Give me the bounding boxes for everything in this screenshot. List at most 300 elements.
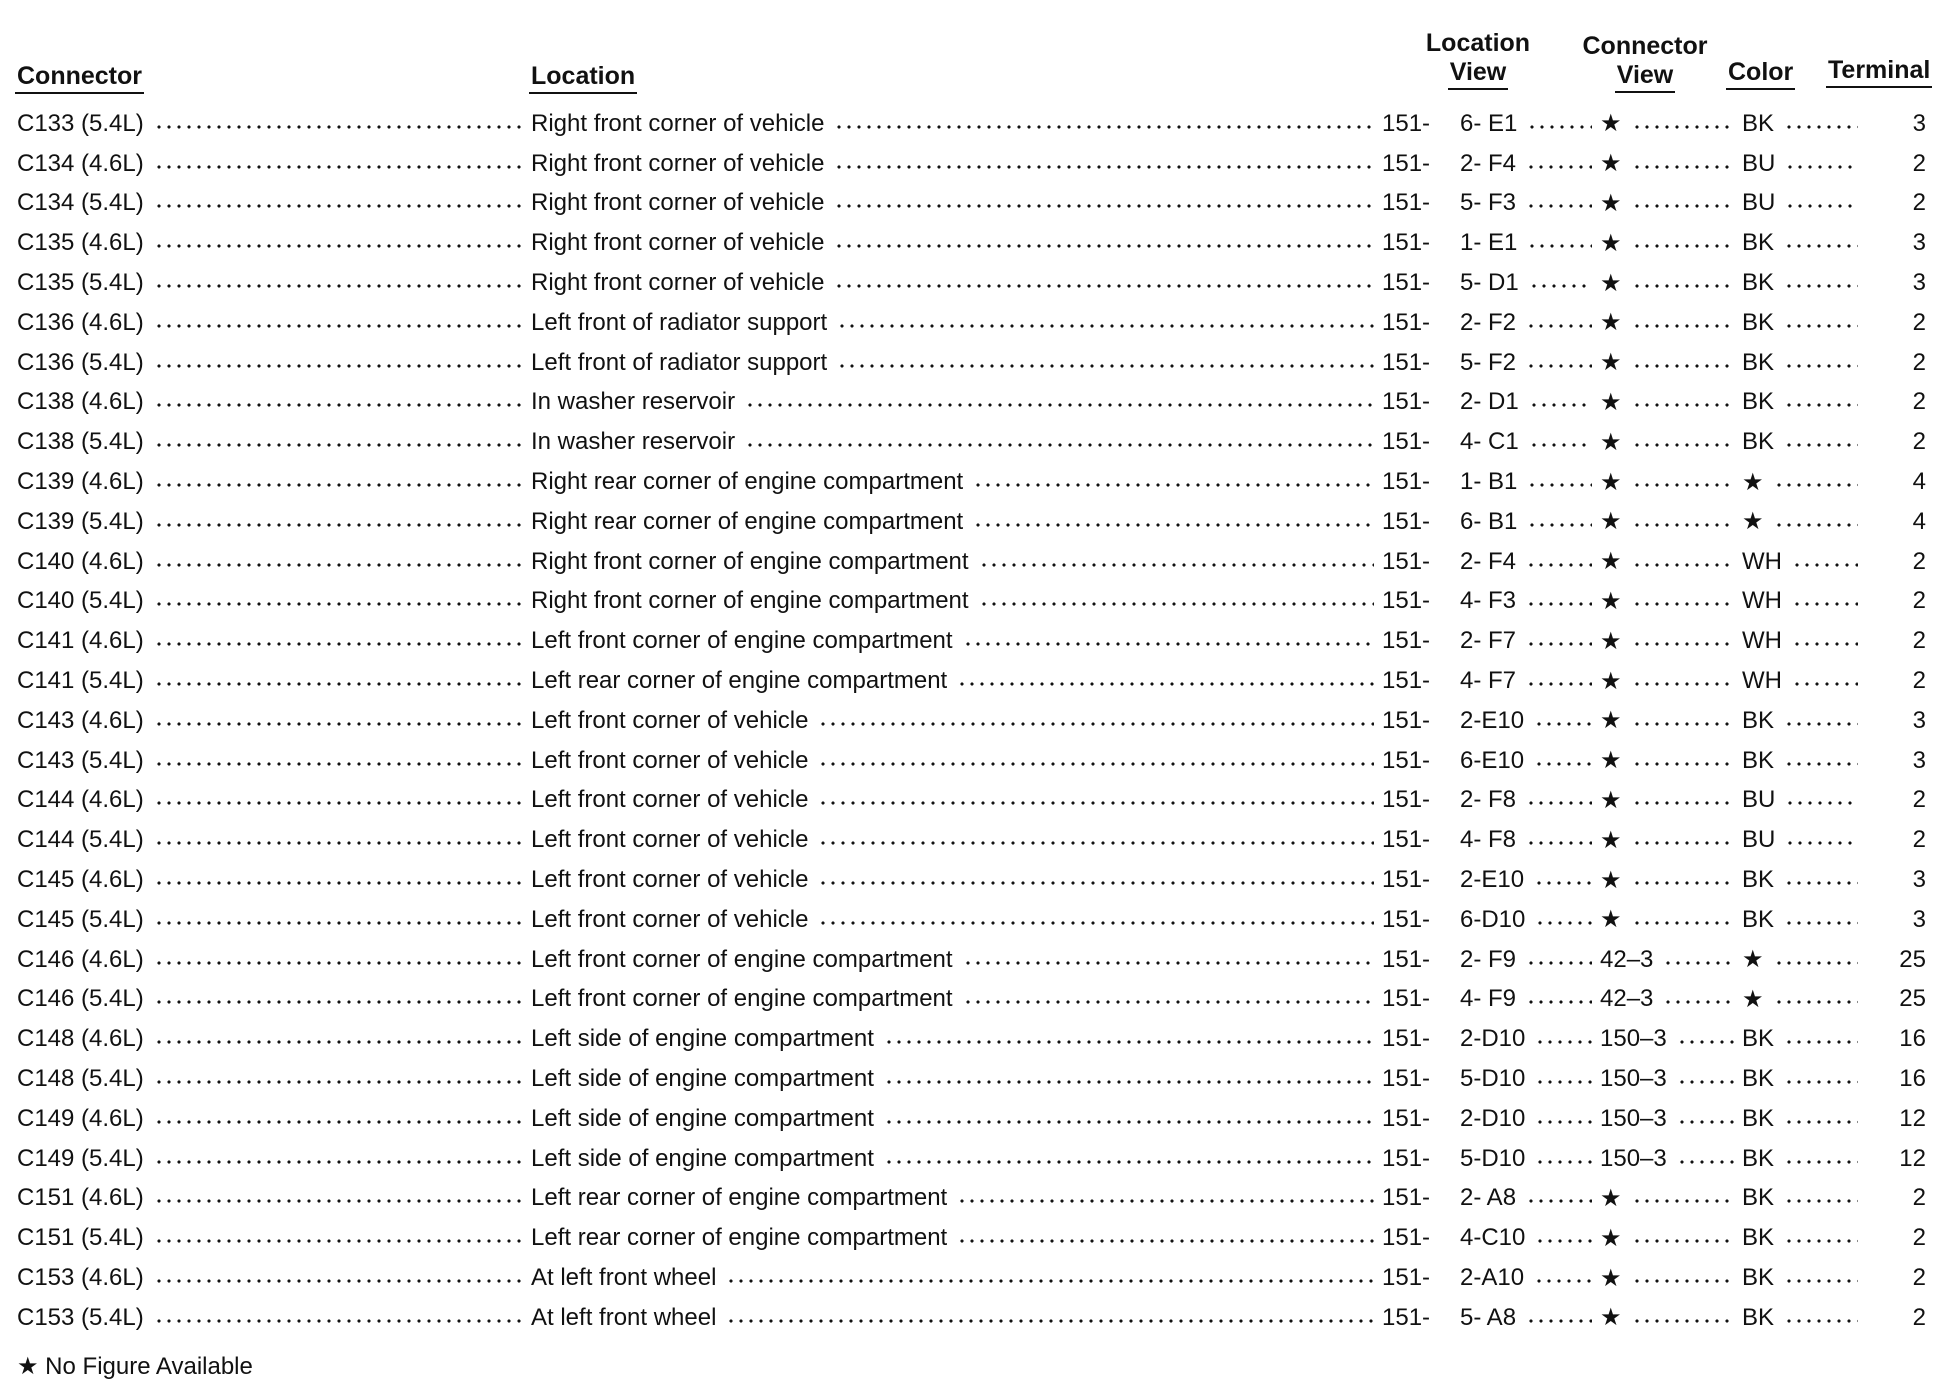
connector-cell (17, 1025, 531, 1053)
dot-leader (957, 1238, 1374, 1244)
location-cell (531, 468, 1382, 496)
location-view-text: 6- E1 (1460, 109, 1518, 137)
dot-leader (1632, 323, 1734, 329)
connector-text: C134 (5.4L) (17, 189, 144, 217)
connector-view-text: ★ (1600, 349, 1622, 377)
location-cell (531, 388, 1382, 416)
dot-leader (1535, 1119, 1592, 1125)
connector-cell (17, 388, 531, 416)
location-text: Left front corner of vehicle (531, 826, 809, 854)
terminal-cell (1866, 786, 1926, 814)
location-view-text: 1- B1 (1460, 468, 1518, 496)
dot-leader (1526, 164, 1592, 170)
table-row (17, 383, 1926, 423)
connector-cell (17, 269, 531, 297)
dot-leader (1526, 1318, 1592, 1324)
connector-table (17, 104, 1926, 1338)
terminal-text: 2 (1912, 547, 1926, 575)
dot-leader (837, 363, 1374, 369)
dot-leader (1632, 601, 1734, 607)
header-connector (15, 62, 144, 94)
location-view-cell (1460, 866, 1600, 894)
location-page-cell (1382, 548, 1460, 576)
location-view-text: 4- F9 (1460, 985, 1517, 1013)
location-page-cell (1382, 110, 1460, 138)
location-cell (531, 1025, 1382, 1053)
location-view-cell (1460, 1304, 1600, 1332)
location-view-cell (1460, 707, 1600, 735)
connector-text: C143 (4.6L) (17, 706, 144, 734)
table-row (17, 422, 1926, 462)
terminal-text: 3 (1912, 269, 1926, 297)
dot-leader (1774, 999, 1858, 1005)
connector-view-text: 42–3 (1600, 945, 1654, 973)
dot-leader (884, 1079, 1374, 1085)
connector-view-text: 150–3 (1600, 1025, 1667, 1053)
table-row (17, 661, 1926, 701)
dot-leader (1632, 641, 1734, 647)
connector-text: C135 (5.4L) (17, 269, 144, 297)
location-view-cell (1460, 1105, 1600, 1133)
color-cell (1742, 309, 1866, 337)
dot-leader (726, 1318, 1374, 1324)
connector-text: C135 (4.6L) (17, 229, 144, 257)
location-view-text: 2-D10 (1460, 1104, 1526, 1132)
location-view-cell (1460, 349, 1600, 377)
dot-leader (1526, 840, 1592, 846)
location-view-cell (1460, 110, 1600, 138)
dot-leader (1784, 880, 1858, 886)
connector-cell (17, 667, 531, 695)
location-view-text: 2- F7 (1460, 627, 1517, 655)
dot-leader (963, 641, 1374, 647)
dot-leader (1792, 562, 1858, 568)
connector-text: C139 (4.6L) (17, 468, 144, 496)
color-cell (1742, 1304, 1866, 1332)
location-view-cell (1460, 906, 1600, 934)
color-text: BK (1742, 229, 1775, 257)
dot-leader (1784, 442, 1858, 448)
color-cell (1742, 587, 1866, 615)
table-row (17, 820, 1926, 860)
color-text: BK (1742, 905, 1775, 933)
location-cell (531, 1304, 1382, 1332)
location-page-cell (1382, 1145, 1460, 1173)
connector-text: C148 (4.6L) (17, 1025, 144, 1053)
location-page-text: 151- (1382, 269, 1431, 297)
color-cell (1742, 1145, 1866, 1173)
terminal-text: 25 (1899, 985, 1926, 1013)
location-page-cell (1382, 587, 1460, 615)
connector-view-text: ★ (1600, 786, 1622, 814)
connector-cell (17, 985, 531, 1013)
dot-leader (1632, 522, 1734, 528)
terminal-text: 16 (1899, 1025, 1926, 1053)
connector-view-cell (1600, 866, 1742, 895)
location-cell (531, 548, 1382, 576)
location-view-text: 2- F9 (1460, 945, 1517, 973)
location-text: Left front corner of vehicle (531, 866, 809, 894)
dot-leader (818, 761, 1374, 767)
dot-leader (1526, 363, 1592, 369)
terminal-cell (1866, 189, 1926, 217)
table-row (17, 741, 1926, 781)
dot-leader (834, 283, 1374, 289)
connector-view-cell (1600, 1145, 1742, 1173)
location-cell (531, 786, 1382, 814)
location-text: Left front corner of vehicle (531, 746, 809, 774)
color-text: BU (1742, 826, 1776, 854)
location-page-text: 151- (1382, 1224, 1431, 1252)
location-page-text: 151- (1382, 229, 1431, 257)
connector-text: C145 (4.6L) (17, 866, 144, 894)
connector-cell (17, 707, 531, 735)
location-page-text: 151- (1382, 587, 1431, 615)
connector-view-cell (1600, 1025, 1742, 1053)
location-view-text: 2-E10 (1460, 866, 1525, 894)
connector-view-text: ★ (1600, 627, 1622, 655)
location-text: Left side of engine compartment (531, 1104, 874, 1132)
dot-leader (1632, 800, 1734, 806)
dot-leader (154, 1318, 523, 1324)
connector-view-cell (1600, 946, 1742, 974)
location-view-cell (1460, 508, 1600, 536)
location-page-cell (1382, 229, 1460, 257)
location-view-cell (1460, 826, 1600, 854)
connector-text: C134 (4.6L) (17, 149, 144, 177)
location-cell (531, 946, 1382, 974)
terminal-cell (1866, 1025, 1926, 1053)
location-view-cell (1460, 269, 1600, 297)
connector-view-text: ★ (1600, 1224, 1622, 1252)
dot-leader (1677, 1039, 1734, 1045)
location-view-text: 6-D10 (1460, 905, 1526, 933)
location-page-cell (1382, 269, 1460, 297)
terminal-cell (1866, 906, 1926, 934)
location-cell (531, 866, 1382, 894)
header-terminal (1826, 56, 1932, 88)
location-page-cell (1382, 1304, 1460, 1332)
dot-leader (1632, 840, 1734, 846)
location-page-text: 151- (1382, 507, 1431, 535)
connector-view-text: ★ (1600, 1184, 1622, 1212)
location-view-text: 6- B1 (1460, 507, 1518, 535)
connector-view-text: 150–3 (1600, 1104, 1667, 1132)
terminal-text: 25 (1899, 945, 1926, 973)
location-page-text: 151- (1382, 1144, 1431, 1172)
connector-text: C140 (4.6L) (17, 547, 144, 575)
location-page-text: 151- (1382, 149, 1431, 177)
connector-view-cell (1600, 1105, 1742, 1133)
dot-leader (1529, 283, 1592, 289)
color-text: BK (1742, 746, 1775, 774)
connector-view-text: ★ (1600, 707, 1622, 735)
connector-view-cell (1600, 1184, 1742, 1213)
location-view-cell (1460, 1065, 1600, 1093)
location-view-text: 2-A10 (1460, 1264, 1525, 1291)
color-text: BK (1742, 1144, 1775, 1172)
connector-view-text: ★ (1600, 1304, 1622, 1332)
connector-view-text: ★ (1600, 150, 1622, 178)
connector-view-cell (1600, 786, 1742, 815)
terminal-cell (1866, 349, 1926, 377)
location-view-cell (1460, 229, 1600, 257)
dot-leader (1663, 960, 1734, 966)
dot-leader (1534, 721, 1592, 727)
location-cell (531, 508, 1382, 536)
table-row (17, 462, 1926, 502)
dot-leader (154, 641, 523, 647)
table-row (17, 1258, 1926, 1298)
dot-leader (1529, 442, 1592, 448)
dot-leader (1792, 641, 1858, 647)
location-view-cell (1460, 309, 1600, 337)
color-text: ★ (1742, 946, 1764, 974)
dot-leader (154, 1079, 523, 1085)
location-view-text: 5- D1 (1460, 269, 1519, 297)
connector-text: C148 (5.4L) (17, 1065, 144, 1093)
connector-view-cell (1600, 189, 1742, 218)
connector-text: C144 (4.6L) (17, 786, 144, 814)
color-text: BK (1742, 1264, 1775, 1291)
location-view-cell (1460, 627, 1600, 655)
dot-leader (957, 681, 1374, 687)
color-cell (1742, 1224, 1866, 1252)
table-row (17, 1099, 1926, 1139)
dot-leader (154, 124, 523, 130)
terminal-cell (1866, 1184, 1926, 1212)
color-text: WH (1742, 627, 1782, 655)
dot-leader (1784, 920, 1858, 926)
terminal-text: 2 (1912, 388, 1926, 416)
location-page-cell (1382, 707, 1460, 735)
table-row (17, 542, 1926, 582)
connector-text: C136 (5.4L) (17, 348, 144, 376)
location-page-cell (1382, 508, 1460, 536)
dot-leader (1526, 203, 1592, 209)
connector-text: C151 (4.6L) (17, 1184, 144, 1212)
dot-leader (1526, 641, 1592, 647)
location-text: At left front wheel (531, 1264, 717, 1291)
location-cell (531, 985, 1382, 1013)
table-row (17, 582, 1926, 622)
connector-view-cell (1600, 1303, 1742, 1332)
location-page-cell (1382, 826, 1460, 854)
connector-view-text: ★ (1600, 587, 1622, 615)
connector-view-text: ★ (1600, 667, 1622, 695)
dot-leader (154, 601, 523, 607)
terminal-text: 2 (1912, 627, 1926, 655)
dot-leader (1526, 960, 1592, 966)
table-row (17, 1218, 1926, 1258)
connector-view-cell (1600, 1065, 1742, 1093)
location-view-text: 5- A8 (1460, 1303, 1517, 1331)
location-view-text: 2- F8 (1460, 786, 1517, 814)
location-view-text: 5-D10 (1460, 1065, 1526, 1093)
connector-cell (17, 1065, 531, 1093)
header-location-view (1408, 29, 1548, 90)
dot-leader (834, 243, 1374, 249)
table-row (17, 1298, 1926, 1338)
dot-leader (154, 999, 523, 1005)
connector-cell (17, 110, 531, 138)
location-cell (531, 349, 1382, 377)
location-page-text: 151- (1382, 1264, 1431, 1291)
location-page-text: 151- (1382, 468, 1431, 496)
connector-cell (17, 747, 531, 775)
location-cell (531, 309, 1382, 337)
location-text: Right rear corner of engine compartment (531, 468, 964, 496)
location-text: Right front corner of vehicle (531, 269, 825, 297)
location-view-cell (1460, 468, 1600, 496)
location-page-text: 151- (1382, 667, 1431, 695)
dot-leader (154, 363, 523, 369)
terminal-cell (1866, 985, 1926, 1013)
location-view-text: 4- F8 (1460, 826, 1517, 854)
table-row (17, 860, 1926, 900)
dot-leader (1527, 482, 1592, 488)
location-page-cell (1382, 388, 1460, 416)
dot-leader (1526, 1198, 1592, 1204)
location-view-text: 6-E10 (1460, 746, 1525, 774)
location-page-text: 151- (1382, 547, 1431, 575)
dot-leader (154, 402, 523, 408)
terminal-text: 2 (1912, 786, 1926, 814)
dot-leader (1535, 920, 1592, 926)
connector-view-text: ★ (1600, 906, 1622, 934)
dot-leader (963, 999, 1374, 1005)
location-view-text: 2- F4 (1460, 547, 1517, 575)
color-text: WH (1742, 547, 1782, 575)
connector-cell (17, 1224, 531, 1252)
connector-cell (17, 786, 531, 814)
connector-view-text: ★ (1600, 747, 1622, 775)
terminal-cell (1866, 309, 1926, 337)
dot-leader (1632, 880, 1734, 886)
location-page-text: 151- (1382, 1303, 1431, 1331)
dot-leader (745, 402, 1374, 408)
dot-leader (818, 721, 1374, 727)
terminal-text: 4 (1912, 468, 1926, 496)
connector-cell (17, 349, 531, 377)
dot-leader (154, 562, 523, 568)
header-connector-view-line2: View (1615, 61, 1676, 93)
color-text: ★ (1742, 468, 1764, 496)
dot-leader (973, 522, 1374, 528)
dot-leader (154, 1159, 523, 1165)
location-cell (531, 1105, 1382, 1133)
dot-leader (818, 840, 1374, 846)
location-view-text: 4- F7 (1460, 667, 1517, 695)
dot-leader (154, 1198, 523, 1204)
location-page-text: 151- (1382, 348, 1431, 376)
location-view-cell (1460, 667, 1600, 695)
location-view-text: 2- D1 (1460, 388, 1519, 416)
dot-leader (1784, 1119, 1858, 1125)
color-text: BK (1742, 428, 1775, 456)
location-view-cell (1460, 985, 1600, 1013)
dot-leader (1632, 482, 1734, 488)
color-text: BK (1742, 1104, 1775, 1132)
connector-cell (17, 468, 531, 496)
terminal-cell (1866, 667, 1926, 695)
color-text: WH (1742, 667, 1782, 695)
color-cell (1742, 150, 1866, 178)
location-text: Left side of engine compartment (531, 1025, 874, 1053)
connector-cell (17, 189, 531, 217)
location-view-cell (1460, 1264, 1600, 1292)
dot-leader (818, 800, 1374, 806)
color-text: BK (1742, 388, 1775, 416)
color-cell (1742, 507, 1866, 536)
location-text: Left rear corner of engine compartment (531, 667, 948, 695)
table-row (17, 104, 1926, 144)
location-page-text: 151- (1382, 1025, 1431, 1053)
location-text: Left front corner of engine compartment (531, 627, 953, 655)
dot-leader (1535, 1039, 1592, 1045)
terminal-cell (1866, 707, 1926, 735)
dot-leader (1677, 1119, 1734, 1125)
terminal-cell (1866, 826, 1926, 854)
connector-view-text: ★ (1600, 388, 1622, 416)
connector-view-cell (1600, 826, 1742, 855)
connector-text: C149 (5.4L) (17, 1144, 144, 1172)
terminal-cell (1866, 1145, 1926, 1173)
location-cell (531, 747, 1382, 775)
dot-leader (837, 323, 1374, 329)
connector-text: C153 (5.4L) (17, 1303, 144, 1331)
connector-view-text: ★ (1600, 110, 1622, 138)
location-page-text: 151- (1382, 308, 1431, 336)
terminal-text: 3 (1912, 229, 1926, 257)
dot-leader (154, 840, 523, 846)
terminal-cell (1866, 1304, 1926, 1332)
terminal-cell (1866, 1105, 1926, 1133)
location-view-text: 5- F3 (1460, 189, 1517, 217)
location-cell (531, 627, 1382, 655)
connector-text: C140 (5.4L) (17, 587, 144, 615)
connector-view-text: ★ (1600, 1264, 1622, 1292)
connector-text: C144 (5.4L) (17, 826, 144, 854)
dot-leader (1632, 402, 1734, 408)
dot-leader (154, 681, 523, 687)
dot-leader (1534, 761, 1592, 767)
dot-leader (1784, 323, 1858, 329)
color-cell (1742, 189, 1866, 217)
location-view-cell (1460, 548, 1600, 576)
dot-leader (1785, 840, 1858, 846)
dot-leader (154, 1278, 523, 1284)
terminal-cell (1866, 1264, 1926, 1292)
location-page-cell (1382, 1105, 1460, 1133)
header-location (529, 62, 637, 94)
connector-view-text: ★ (1600, 548, 1622, 576)
connector-cell (17, 508, 531, 536)
footnote: ★ No Figure Available (17, 1353, 253, 1380)
dot-leader (834, 203, 1374, 209)
terminal-cell (1866, 946, 1926, 974)
color-cell (1742, 906, 1866, 934)
connector-text: C143 (5.4L) (17, 746, 144, 774)
location-page-cell (1382, 1264, 1460, 1292)
connector-view-cell (1600, 229, 1742, 258)
header-location-label: Location (529, 62, 637, 94)
dot-leader (1785, 800, 1858, 806)
color-cell (1742, 627, 1866, 655)
location-text: At left front wheel (531, 1303, 717, 1331)
dot-leader (1784, 761, 1858, 767)
connector-cell (17, 548, 531, 576)
